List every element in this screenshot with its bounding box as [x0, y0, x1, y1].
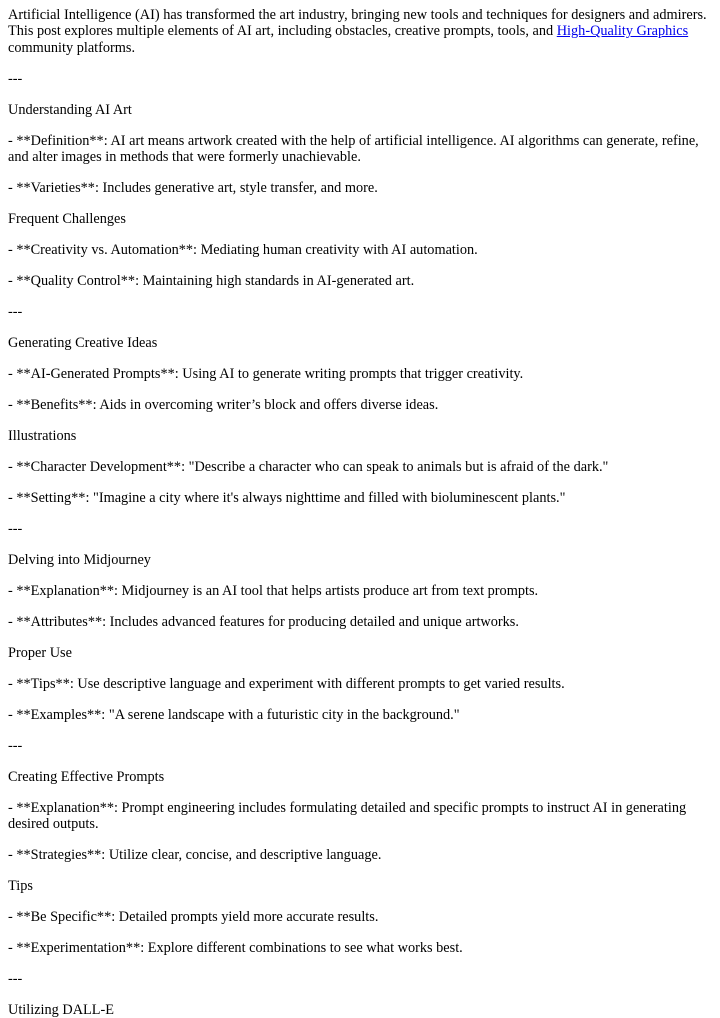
bullet-definition: - **Definition**: AI art means artwork created with the help of artificial intelligence. AI algorithms can generate, refine, and alter images in methods that were formerly unachievable. — [8, 132, 699, 165]
separator: --- — [8, 970, 23, 987]
bullet-setting: - **Setting**: "Imagine a city where it's always nighttime and filled with bioluminescent plants." — [8, 489, 566, 506]
section-heading-creating-effective-prompts: Creating Effective Prompts — [8, 768, 165, 785]
separator: --- — [8, 303, 23, 320]
bullet-explanation-prompt-engineering: - **Explanation**: Prompt engineering includes formulating detailed and specific prompts to instruct AI in generating desired outputs. — [8, 799, 687, 832]
bullet-character-development: - **Character Development**: "Describe a character who can speak to animals but is afraid of the dark." — [8, 458, 609, 475]
bullet-ai-generated-prompts: - **AI-Generated Prompts**: Using AI to generate writing prompts that trigger creativity. — [8, 365, 524, 382]
section-heading-understanding-ai-art: Understanding AI Art — [8, 101, 132, 118]
section-heading-proper-use: Proper Use — [8, 644, 72, 661]
intro-paragraph — [8, 7, 712, 56]
bullet-be-specific: - **Be Specific**: Detailed prompts yield more accurate results. — [8, 908, 379, 925]
bullet-benefits: - **Benefits**: Aids in overcoming writer’s block and offers diverse ideas. — [8, 396, 439, 413]
bullet-examples: - **Examples**: "A serene landscape with a futuristic city in the background." — [8, 706, 460, 723]
intro-text: Artificial Intelligence (AI) has transformed the art industry, bringing new tools and techniques for designers and admirers. This post explores multiple elements of AI art, including obstacles, creative prompts, tools, and — [8, 7, 707, 40]
bullet-explanation-midjourney: - **Explanation**: Midjourney is an AI tool that helps artists produce art from text prompts. — [8, 582, 539, 599]
bullet-creativity-vs-automation: - **Creativity vs. Automation**: Mediating human creativity with AI automation. — [8, 241, 478, 258]
bullet-tips: - **Tips**: Use descriptive language and experiment with different prompts to get varied results. — [8, 675, 565, 692]
section-heading-tips: Tips — [8, 877, 33, 894]
section-heading-generating-creative-ideas: Generating Creative Ideas — [8, 334, 158, 351]
section-heading-frequent-challenges: Frequent Challenges — [8, 210, 126, 227]
bullet-strategies: - **Strategies**: Utilize clear, concise, and descriptive language. — [8, 846, 382, 863]
bullet-attributes: - **Attributes**: Includes advanced features for producing detailed and unique artworks. — [8, 613, 519, 630]
separator: --- — [8, 737, 23, 754]
section-heading-delving-into-midjourney: Delving into Midjourney — [8, 551, 151, 568]
bullet-experimentation: - **Experimentation**: Explore different combinations to see what works best. — [8, 939, 463, 956]
bullet-varieties: - **Varieties**: Includes generative art, style transfer, and more. — [8, 179, 378, 196]
separator: --- — [8, 520, 23, 537]
section-heading-illustrations: Illustrations — [8, 427, 77, 444]
section-heading-utilizing-dall-e: Utilizing DALL-E — [8, 1001, 115, 1018]
intro-text-end: community platforms. — [8, 39, 136, 56]
high-quality-graphics-link[interactable]: High-Quality Graphics — [556, 23, 689, 40]
separator: --- — [8, 70, 23, 87]
bullet-quality-control: - **Quality Control**: Maintaining high standards in AI-generated art. — [8, 272, 415, 289]
